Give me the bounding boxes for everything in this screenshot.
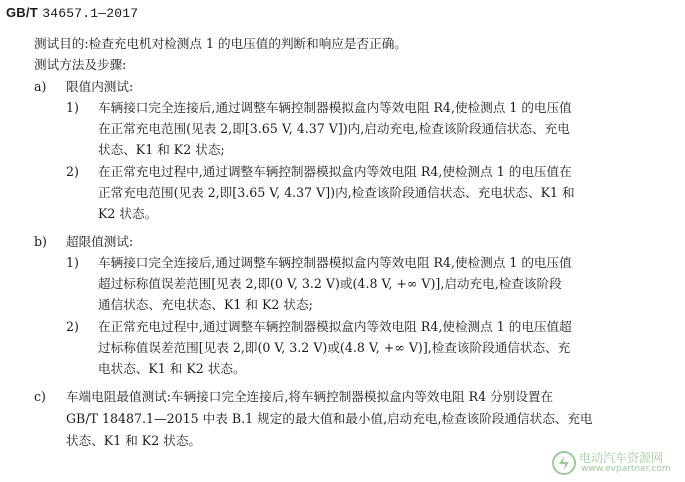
section-b-item-1-line-2: 超过标称值误差范围[见表 2,即(0 V, 3.2 V)或(4.8 V, +∞ V)],启动充电,检查该阶段 xyxy=(98,276,562,291)
section-b-item-1-marker: 1) xyxy=(66,255,79,270)
watermark-title: 电动汽车资源网 xyxy=(579,451,664,465)
section-c-line-3: 状态、K1 和 K2 状态。 xyxy=(66,433,202,448)
section-a-item-2-marker: 2) xyxy=(66,164,79,179)
watermark-url: www.evpartner.com xyxy=(581,464,671,474)
section-a-item-2-line-3: K2 状态。 xyxy=(98,206,158,221)
section-b-item-2-line-1: 在正常充电过程中,通过调整车辆控制器模拟盒内等效电阻 R4,使检测点 1 的电压值超 xyxy=(98,319,572,334)
section-b-marker: b) xyxy=(34,234,47,249)
section-a-item-2-line-1: 在正常充电过程中,通过调整车辆控制器模拟盒内等效电阻 R4,使检测点 1 的电压值在 xyxy=(98,164,572,179)
section-b-item-1-line-3: 通信状态、充电状态、K1 和 K2 状态; xyxy=(98,297,313,312)
section-a-marker: a) xyxy=(34,79,47,94)
test-method-heading: 测试方法及步骤: xyxy=(34,57,127,72)
section-c-marker: c) xyxy=(34,389,46,404)
section-b-item-2-line-2: 过标称值误差范围[见表 2,即(0 V, 3.2 V)或(4.8 V, +∞ V)],检查该阶段通信状态、充 xyxy=(98,340,571,355)
section-b-title: 超限值测试: xyxy=(66,234,134,249)
section-a-item-1-line-2: 在正常充电范围(见表 2,即[3.65 V, 4.37 V])内,启动充电,检查该阶段通信状态、充电 xyxy=(98,121,570,136)
section-c-line-2: GB/T 18487.1—2015 中表 B.1 规定的最大值和最小值,启动充电,检查该阶段通信状态、充电 xyxy=(66,411,593,426)
site-watermark xyxy=(551,448,671,478)
plug-logo-icon xyxy=(551,450,577,476)
section-a-item-1-line-3: 状态、K1 和 K2 状态; xyxy=(98,142,225,157)
section-b-item-2-marker: 2) xyxy=(66,319,79,334)
standard-header xyxy=(6,5,138,21)
section-a-title: 限值内测试: xyxy=(66,79,134,94)
section-c-line-1: 车端电阻最值测试:车辆接口完全连接后,将车辆控制器模拟盒内等效电阻 R4 分别设置在 xyxy=(66,389,554,404)
standard-number: 34657.1—2017 xyxy=(42,6,139,21)
section-a-item-2-line-2: 正常充电范围(见表 2,即[3.65 V, 4.37 V])内,检查该阶段通信状态、充电状态、K1 和 xyxy=(98,185,575,200)
section-b-item-2-line-3: 电状态、K1 和 K2 状态。 xyxy=(98,361,246,376)
test-purpose: 测试目的:检查充电机对检测点 1 的电压值的判断和响应是否正确。 xyxy=(34,36,407,51)
section-b-item-1-line-1: 车辆接口完全连接后,通过调整车辆控制器模拟盒内等效电阻 R4,使检测点 1 的电压值 xyxy=(98,255,572,270)
section-a-item-1-line-1: 车辆接口完全连接后,通过调整车辆控制器模拟盒内等效电阻 R4,使检测点 1 的电压值 xyxy=(98,100,572,115)
standard-prefix: GB/T xyxy=(6,5,38,20)
section-a-item-1-marker: 1) xyxy=(66,100,79,115)
